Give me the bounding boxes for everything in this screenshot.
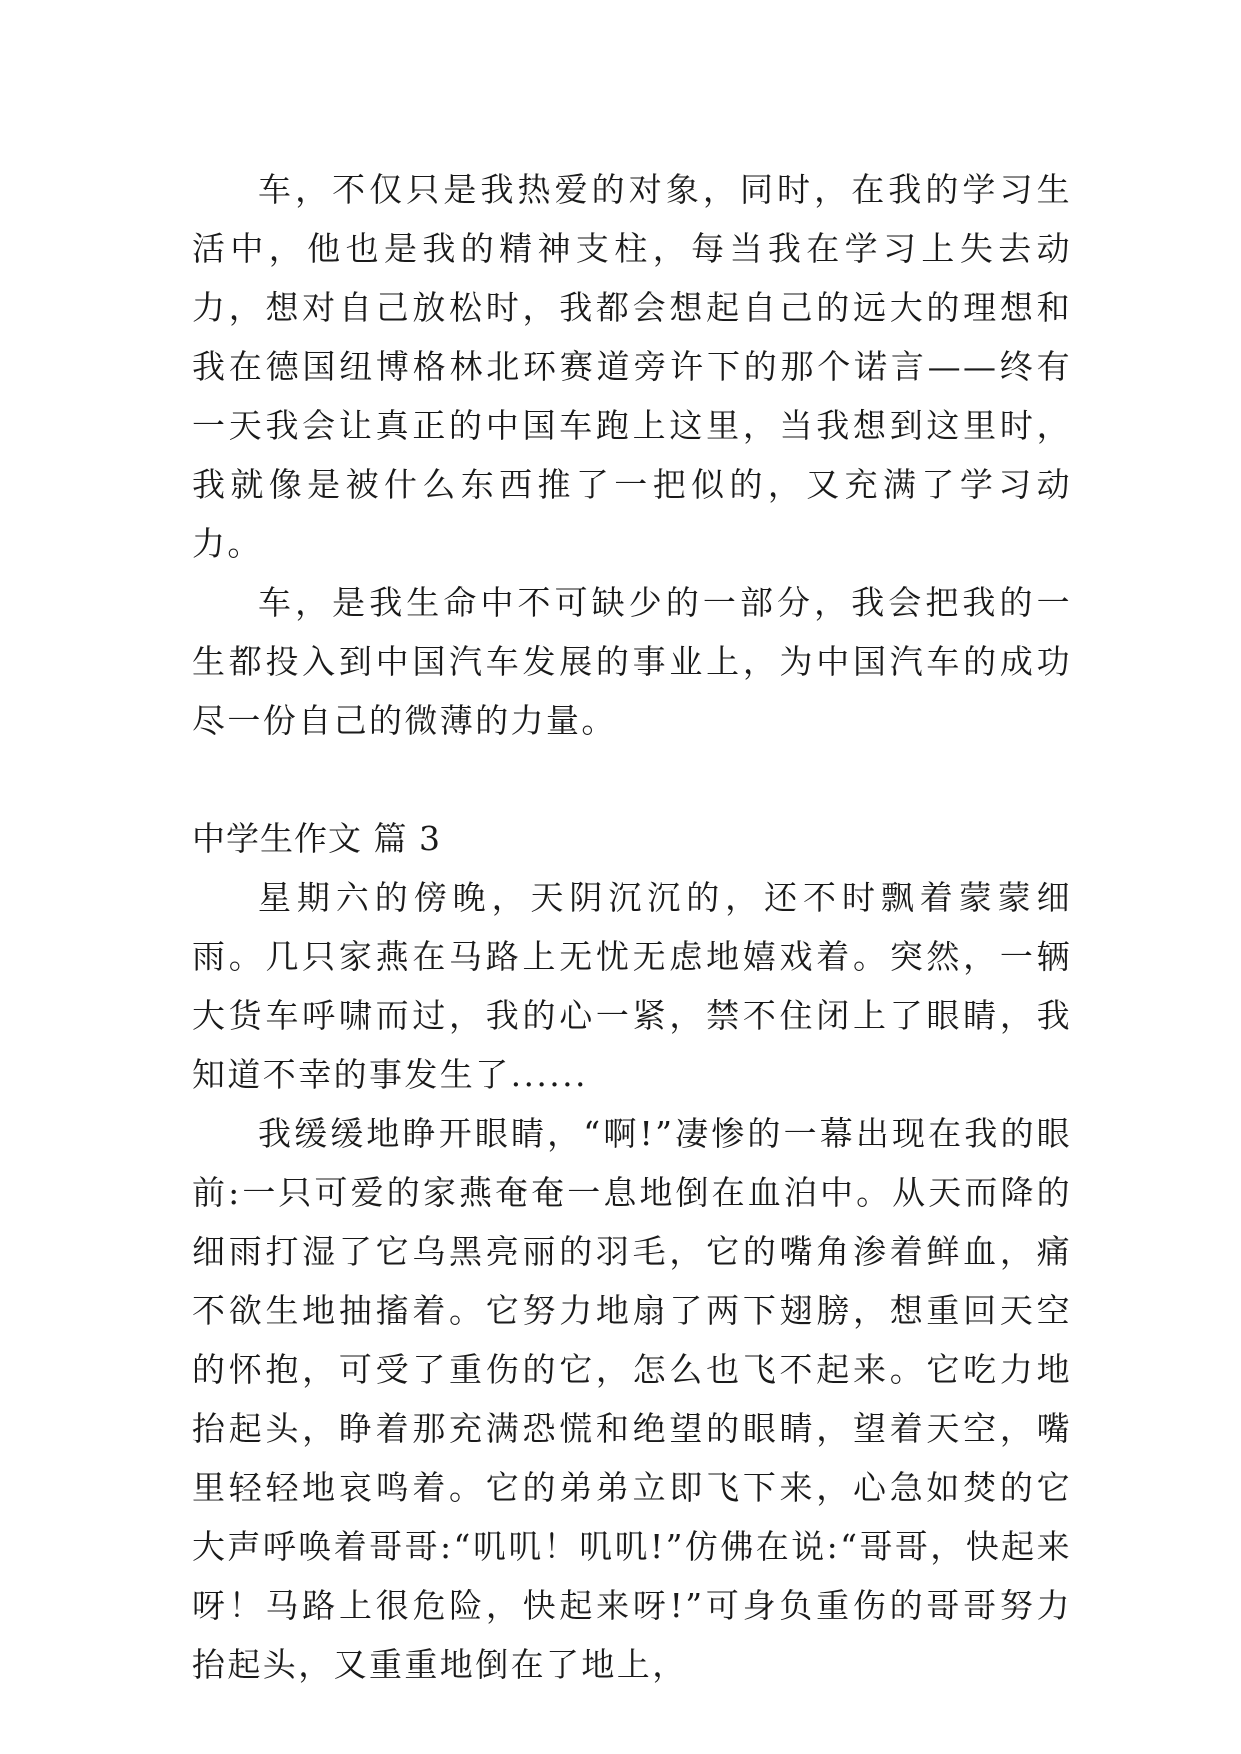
paragraph-car-spirit: 车，不仅只是我热爱的对象，同时，在我的学习生活中，他也是我的精神支柱，每当我在学习上失去动力，想对自己放松时，我都会想起自己的远大的理想和我在德国纽博格林北环赛道旁许下的那个诺言——终有一天我会让真正的中国车跑上这里，当我想到这里时，我就像是被什么东西推了一把似的，又充满了学习动力。 (192, 170, 1072, 563)
paragraph-car-life: 车，是我生命中不可缺少的一部分，我会把我的一生都投入到中国汽车发展的事业上，为中国汽车的成功尽一份自己的微薄的力量。 (192, 583, 1072, 740)
document-body (192, 160, 1072, 1694)
section-spacer (192, 750, 1072, 809)
section-heading: 中学生作文 篇 3 (192, 819, 441, 858)
paragraph-swallows-play: 星期六的傍晚，天阴沉沉的，还不时飘着蒙蒙细雨。几只家燕在马路上无忧无虑地嬉戏着。突然，一辆大货车呼啸而过，我的心一紧，禁不住闭上了眼睛，我知道不幸的事发生了...... (192, 878, 1072, 1094)
paragraph-injured-swallow: 我缓缓地睁开眼睛，“啊!”凄惨的一幕出现在我的眼前:一只可爱的家燕奄奄一息地倒在血泊中。从天而降的细雨打湿了它乌黑亮丽的羽毛，它的嘴角渗着鲜血，痛不欲生地抽搐着。它努力地扇了两下翅膀，想重回天空的怀抱，可受了重伤的它，怎么也飞不起来。它吃力地抬起头，睁着那充满恐慌和绝望的眼睛，望着天空，嘴里轻轻地哀鸣着。它的弟弟立即飞下来，心急如焚的它大声呼唤着哥哥:“叽叽！叽叽!”仿佛在说:“哥哥，快起来呀！马路上很危险，快起来呀!”可身负重伤的哥哥努力抬起头，又重重地倒在了地上， (192, 1114, 1072, 1684)
